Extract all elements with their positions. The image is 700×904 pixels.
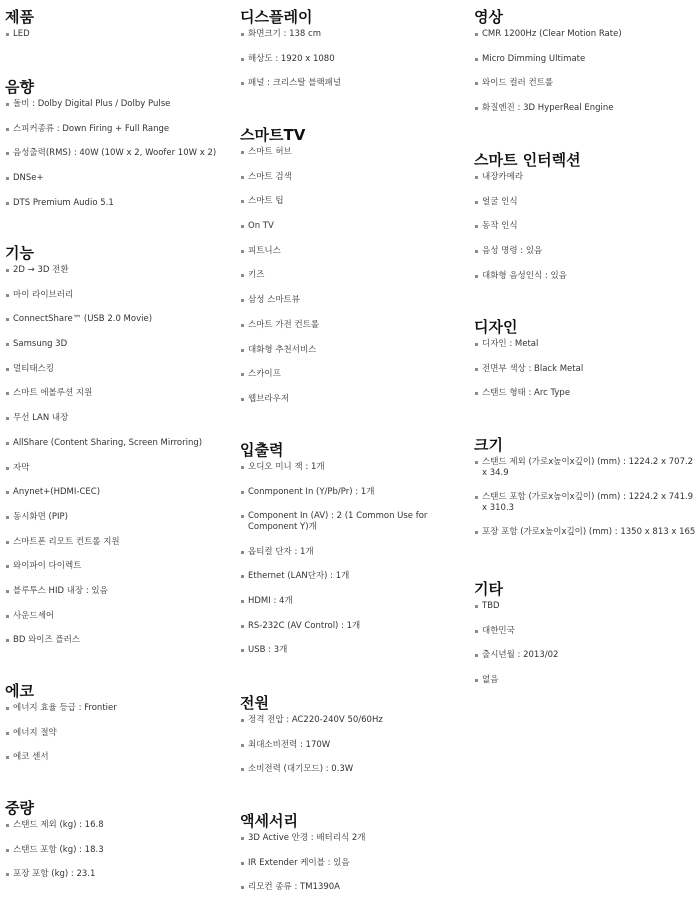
spec-list bbox=[5, 29, 227, 40]
spec-item: CMR 1200Hz (Clear Motion Rate) bbox=[474, 29, 696, 40]
spec-section bbox=[240, 441, 462, 656]
spec-item: 음성출력(RMS) : 40W (10W x 2, Woofer 10W x 2) bbox=[5, 148, 227, 159]
spec-item: 출시년월 : 2013/02 bbox=[474, 650, 696, 661]
section-title: 에코 bbox=[5, 682, 34, 700]
spec-list bbox=[240, 147, 462, 404]
spec-section bbox=[474, 436, 696, 538]
spec-list bbox=[474, 172, 696, 281]
spec-item: 무선 LAN 내장 bbox=[5, 413, 227, 424]
spec-item: 얼굴 인식 bbox=[474, 197, 696, 208]
spec-item: BD 와이즈 플러스 bbox=[5, 635, 227, 646]
spec-item: 없음 bbox=[474, 675, 696, 686]
section-title: 디스플레이 bbox=[240, 8, 313, 26]
spec-item: 스마트 허브 bbox=[240, 147, 462, 158]
section-title: 기능 bbox=[5, 244, 34, 262]
spec-item: 전면부 색상 : Black Metal bbox=[474, 364, 696, 375]
spec-item: 포장 포함 (kg) : 23.1 bbox=[5, 869, 227, 880]
spec-item: 스탠드 포함 (가로x높이x깊이) (mm) : 1224.2 x 741.9 x 310.3 bbox=[474, 492, 696, 513]
spec-item: 피트니스 bbox=[240, 246, 462, 257]
spec-item: Ethernet (LAN단자) : 1개 bbox=[240, 571, 462, 582]
section-title: 스마트 인터렉션 bbox=[474, 151, 581, 169]
spec-list bbox=[240, 833, 462, 893]
spec-item: 돌비 : Dolby Digital Plus / Dolby Pulse bbox=[5, 99, 227, 110]
spec-item: 스마트 가전 컨트롤 bbox=[240, 320, 462, 331]
spec-item: 스피커종류 : Down Firing + Full Range bbox=[5, 124, 227, 135]
spec-list bbox=[5, 820, 227, 880]
spec-section bbox=[474, 151, 696, 281]
spec-item: 최대소비전력 : 170W bbox=[240, 740, 462, 751]
spec-section bbox=[5, 8, 227, 40]
spec-item: 동작 인식 bbox=[474, 221, 696, 232]
spec-item: 스마트 에볼루션 지원 bbox=[5, 388, 227, 399]
spec-item: 삼성 스마트뷰 bbox=[240, 295, 462, 306]
spec-list bbox=[5, 99, 227, 208]
spec-item: ConnectShare™ (USB 2.0 Movie) bbox=[5, 314, 227, 325]
spec-item: 사운드셰어 bbox=[5, 611, 227, 622]
spec-item: Component In (AV) : 2 (1 Common Use for Component Y)개 bbox=[240, 511, 462, 532]
spec-item: 디자인 : Metal bbox=[474, 339, 696, 350]
spec-section bbox=[5, 799, 227, 880]
spec-item: 스마트 팁 bbox=[240, 196, 462, 207]
spec-item: LED bbox=[5, 29, 227, 40]
spec-section bbox=[240, 694, 462, 775]
section-title: 제품 bbox=[5, 8, 34, 26]
spec-item: 스마트폰 리모트 컨트롤 지원 bbox=[5, 537, 227, 548]
spec-item: HDMI : 4개 bbox=[240, 596, 462, 607]
spec-item: 소비전력 (대기모드) : 0.3W bbox=[240, 764, 462, 775]
spec-section bbox=[474, 318, 696, 399]
spec-item: 마이 라이브러리 bbox=[5, 290, 227, 301]
spec-item: 블루투스 HID 내장 : 있음 bbox=[5, 586, 227, 597]
spec-section bbox=[5, 682, 227, 763]
spec-item: 오디오 미니 잭 : 1개 bbox=[240, 462, 462, 473]
spec-item: 에너지 절약 bbox=[5, 728, 227, 739]
spec-item: 대화형 음성인식 : 있음 bbox=[474, 271, 696, 282]
spec-list bbox=[474, 339, 696, 399]
spec-item: 에코 센서 bbox=[5, 752, 227, 763]
spec-item: TBD bbox=[474, 601, 696, 612]
spec-item: RS-232C (AV Control) : 1개 bbox=[240, 621, 462, 632]
spec-item: 키즈 bbox=[240, 270, 462, 281]
spec-item: Micro Dimming Ultimate bbox=[474, 54, 696, 65]
spec-section bbox=[474, 8, 696, 114]
spec-section bbox=[240, 126, 462, 404]
spec-section bbox=[240, 8, 462, 89]
spec-item: 와이파이 다이렉트 bbox=[5, 561, 227, 572]
spec-item: 스탠드 포함 (kg) : 18.3 bbox=[5, 845, 227, 856]
spec-item: 스탠드 형태 : Arc Type bbox=[474, 388, 696, 399]
spec-item: 정격 전압 : AC220-240V 50/60Hz bbox=[240, 715, 462, 726]
spec-item: 스탠드 제외 (가로x높이x깊이) (mm) : 1224.2 x 707.2 x 34.9 bbox=[474, 457, 696, 478]
spec-item: Samsung 3D bbox=[5, 339, 227, 350]
spec-item: On TV bbox=[240, 221, 462, 232]
section-title: 크기 bbox=[474, 436, 503, 454]
spec-item: 스마트 검색 bbox=[240, 172, 462, 183]
spec-list bbox=[240, 715, 462, 775]
spec-item: 웹브라우저 bbox=[240, 394, 462, 405]
section-title: 스마트TV bbox=[240, 126, 306, 144]
spec-item: 패널 : 크리스탈 블랙패널 bbox=[240, 78, 462, 89]
spec-item: 리모컨 종류 : TM1390A bbox=[240, 882, 462, 893]
spec-item: Anynet+(HDMI-CEC) bbox=[5, 487, 227, 498]
section-title: 전원 bbox=[240, 694, 269, 712]
spec-item: 2D → 3D 전환 bbox=[5, 265, 227, 276]
spec-item: DTS Premium Audio 5.1 bbox=[5, 198, 227, 209]
spec-item: DNSe+ bbox=[5, 173, 227, 184]
spec-item: 음성 명령 : 있음 bbox=[474, 246, 696, 257]
spec-list bbox=[240, 29, 462, 89]
spec-item: 옵티컬 단자 : 1개 bbox=[240, 547, 462, 558]
spec-item: 포장 포함 (가로x높이x깊이) (mm) : 1350 x 813 x 165 bbox=[474, 527, 696, 538]
spec-item: 스카이프 bbox=[240, 369, 462, 380]
spec-item: 와이드 컬러 컨트롤 bbox=[474, 78, 696, 89]
spec-list bbox=[474, 29, 696, 114]
spec-list bbox=[5, 703, 227, 763]
spec-item: USB : 3개 bbox=[240, 645, 462, 656]
spec-item: 멀티태스킹 bbox=[5, 364, 227, 375]
spec-list bbox=[5, 265, 227, 646]
spec-item: IR Extender 케이블 : 있음 bbox=[240, 858, 462, 869]
section-title: 영상 bbox=[474, 8, 503, 26]
spec-list bbox=[240, 462, 462, 656]
spec-item: 스탠드 제외 (kg) : 16.8 bbox=[5, 820, 227, 831]
spec-item: 해상도 : 1920 x 1080 bbox=[240, 54, 462, 65]
spec-item: AllShare (Content Sharing, Screen Mirroring) bbox=[5, 438, 227, 449]
spec-item: 화면크기 : 138 cm bbox=[240, 29, 462, 40]
spec-section bbox=[5, 78, 227, 208]
section-title: 음향 bbox=[5, 78, 34, 96]
spec-item: 화질엔진 : 3D HyperReal Engine bbox=[474, 103, 696, 114]
spec-item: 3D Active 안경 : 배터리식 2개 bbox=[240, 833, 462, 844]
section-title: 액세서리 bbox=[240, 812, 298, 830]
spec-item: 에너지 효율 등급 : Frontier bbox=[5, 703, 227, 714]
spec-list bbox=[474, 601, 696, 686]
spec-item: 대한민국 bbox=[474, 626, 696, 637]
section-title: 중량 bbox=[5, 799, 34, 817]
spec-section bbox=[240, 812, 462, 893]
spec-item: 동시화면 (PIP) bbox=[5, 512, 227, 523]
spec-item: 대화형 추천서비스 bbox=[240, 345, 462, 356]
section-title: 디자인 bbox=[474, 318, 518, 336]
spec-item: 자막 bbox=[5, 463, 227, 474]
spec-section bbox=[474, 580, 696, 686]
spec-item: 내장카메라 bbox=[474, 172, 696, 183]
spec-list bbox=[474, 457, 696, 538]
section-title: 입출력 bbox=[240, 441, 284, 459]
spec-item: Conmponent In (Y/Pb/Pr) : 1개 bbox=[240, 487, 462, 498]
spec-section bbox=[5, 244, 227, 646]
section-title: 기타 bbox=[474, 580, 503, 598]
